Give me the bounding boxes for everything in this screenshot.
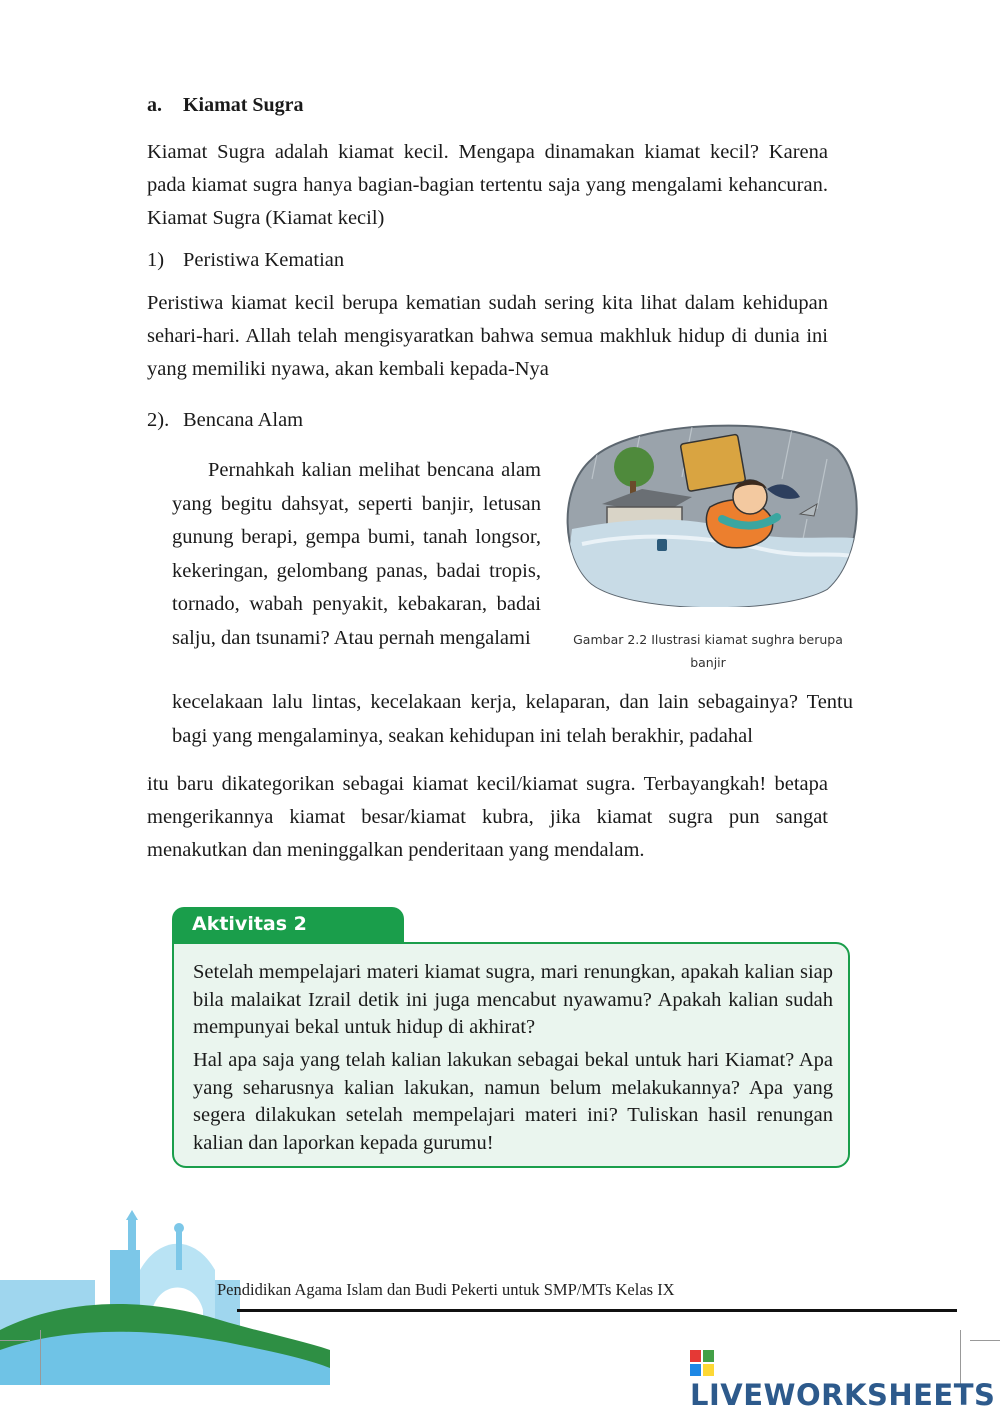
activity-tab bbox=[172, 907, 404, 945]
floating-bottle bbox=[657, 539, 667, 551]
book-title: Pendidikan Agama Islam dan Budi Pekerti untuk SMP/MTs Kelas IX bbox=[217, 1280, 675, 1299]
activity-label: Aktivitas 2 bbox=[192, 913, 307, 935]
activity-paragraph-2: Hal apa saja yang telah kalian lakukan sebagai bekal untuk hari Kiamat? Apa yang seharusnya kalian lakukan, namun belum melakukannya? Apa yang segera dilakukan setelah mempelajari materi ini? Tuliskan hasil renungan kalian dan laporkan kepada gurumu! bbox=[193, 1049, 833, 1154]
item1-number: 1) bbox=[147, 249, 165, 271]
section-number: a. bbox=[147, 94, 162, 116]
item2-number: 2). bbox=[147, 409, 170, 431]
crop-mark-left-h bbox=[0, 1340, 30, 1341]
item1-title: Peristiwa Kematian bbox=[183, 249, 345, 271]
liveworksheets-text: LIVEWORKSHEETS bbox=[690, 1378, 996, 1412]
liveworksheets-brand[interactable] bbox=[690, 1344, 1000, 1412]
item2-closing-paragraph: itu baru dikategorikan sebagai kiamat kecil/kiamat sugra. Terbayangkah! betapa mengerikannya kiamat besar/kiamat kubra, jika kiamat sugra pun sangat menakutkan dan meninggalkan penderitaan yang mendalam. bbox=[147, 773, 828, 861]
cardboard-box bbox=[680, 434, 745, 491]
item1-heading bbox=[147, 249, 344, 272]
figure-caption: Gambar 2.2 Ilustrasi kiamat sughra berupa banjir bbox=[573, 632, 843, 670]
section-heading bbox=[147, 94, 304, 117]
crop-mark-left bbox=[40, 1330, 41, 1385]
footer-rule bbox=[237, 1309, 957, 1312]
item2-continued-paragraph: kecelakaan lalu lintas, kecelakaan kerja, kelaparan, dan lain sebagainya? Tentu bagi yang mengalaminya, seakan kehidupan ini telah berakhir, padahal bbox=[172, 691, 853, 747]
flood-illustration bbox=[562, 419, 862, 607]
item2-wrapped-paragraph bbox=[172, 454, 541, 655]
item2-title: Bencana Alam bbox=[183, 409, 304, 431]
liveworksheets-logo-icon bbox=[690, 1350, 714, 1376]
item2-wrapped-text: Pernahkah kalian melihat bencana alam yang begitu dahsyat, seperti banjir, letusan gunung berapi, gempa bumi, tanah longsor, kekeringan, gelombang panas, badai tropis, tornado, wabah penyakit, kebakaran, badai salju, dan tsunami? Atau pernah mengalami bbox=[172, 459, 541, 649]
item2-heading bbox=[147, 409, 303, 432]
section-title: Kiamat Sugra bbox=[183, 94, 304, 116]
crop-mark-right-h bbox=[970, 1340, 1000, 1341]
item1-paragraph: Peristiwa kiamat kecil berupa kematian sudah sering kita lihat dalam kehidupan sehari-hari. Allah telah mengisyaratkan bahwa semua makhluk hidup di dunia ini yang memiliki nyawa, akan kembali kepada-Nya bbox=[147, 292, 828, 380]
activity-paragraph-1: Setelah mempelajari materi kiamat sugra, mari renungkan, apakah kalian siap bila malaikat Izrail detik ini juga mencabut nyawamu? Apakah kalian sudah mempunyai bekal untuk hidup di akhirat? bbox=[193, 961, 833, 1038]
intro-paragraph: Kiamat Sugra adalah kiamat kecil. Mengapa dinamakan kiamat kecil? Karena pada kiamat sugra hanya bagian-bagian tertentu saja yang mengalami kehancuran. Kiamat Sugra (Kiamat kecil) bbox=[147, 141, 828, 229]
